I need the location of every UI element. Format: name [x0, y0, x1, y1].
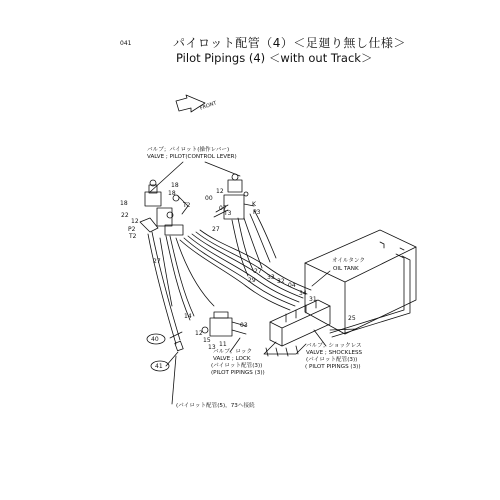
callout-22: 22 — [121, 212, 129, 219]
callout-31: 31 — [309, 296, 317, 303]
callout-18: 18 — [168, 190, 176, 197]
callout-27: 27 — [153, 258, 161, 265]
shockless-valve-label-1: バルブ；ショックレス — [306, 343, 362, 349]
callout-t3: T3 — [224, 210, 232, 217]
callout-12: 12 — [216, 188, 224, 195]
page-title-english: Pilot Pipings (4) ＜with out Track＞ — [176, 51, 373, 65]
callout-27: 27 — [254, 268, 262, 275]
callout-11: 11 — [219, 341, 227, 348]
right-pilot-valve — [214, 174, 254, 219]
callout-18: 18 — [171, 182, 179, 189]
left-pilot-valve — [140, 180, 191, 235]
callout-32: 32 — [277, 278, 285, 285]
oil-tank-label-ja: オイルタンク — [332, 258, 365, 264]
leader-line — [312, 271, 330, 286]
callout-27: 27 — [212, 226, 220, 233]
callout-29: 29 — [248, 277, 256, 284]
callout-13: 13 — [208, 344, 216, 351]
callout-18: 18 — [120, 200, 128, 207]
lock-valve-label-2: VALVE ; LOCK — [213, 356, 251, 362]
callout-40: 40 — [151, 336, 159, 343]
shockless-valve-label-4: ( PILOT PIPINGS (3)) — [305, 364, 361, 370]
callout-p3: P3 — [253, 209, 261, 216]
callout-41: 41 — [155, 363, 163, 370]
lock-valve-label-4: (PILOT PIPINGS (3)) — [211, 370, 265, 376]
callout-p2: P2 — [128, 226, 136, 233]
shockless-valve-label-2: VALVE ; SHOCKLESS — [306, 350, 363, 356]
control-valve-label-ja: バルブ；パイロット(操作レバー) — [147, 147, 230, 153]
callout-33: 33 — [267, 274, 275, 281]
shockless-valve-label-3: (パイロット配管(3)) — [306, 357, 358, 363]
callout-03: 03 — [240, 322, 248, 329]
callout-00: 00 — [205, 195, 213, 202]
oil-tank-label-en: OIL TANK — [333, 266, 359, 272]
page-number: 041 — [120, 40, 132, 47]
callout-04: 04 — [288, 282, 296, 289]
callout-t2: T2 — [129, 233, 137, 240]
callout-25: 25 — [348, 315, 356, 322]
hose-lower-left — [152, 232, 180, 340]
bottom-connection-note: (パイロット配管(5)，73へ接続 — [176, 403, 255, 409]
callout-12: 12 — [131, 218, 139, 225]
lock-valve-label-1: バルブ；ロック — [213, 349, 253, 355]
front-marker-label: FRONT — [199, 100, 218, 112]
lock-valve-label-3: (パイロット配管(3)) — [211, 363, 263, 369]
hose-fitting — [175, 341, 183, 351]
callout-14: 14 — [184, 313, 192, 320]
leader-line — [170, 332, 182, 338]
page-title-japanese: パイロット配管（4）＜足廻り無し仕様＞ — [173, 36, 406, 50]
callout-12: 12 — [195, 330, 203, 337]
leader-line — [172, 356, 176, 404]
callout-07: 07 — [219, 205, 227, 212]
callout-k: K — [252, 201, 256, 208]
callout-t2: T2 — [183, 202, 191, 209]
callout-34: 34 — [299, 290, 307, 297]
oil-tank — [305, 230, 416, 334]
control-valve-label-en: VALVE ; PILOT(CONTROL LEVER) — [147, 154, 237, 160]
callout-15: 15 — [203, 337, 211, 344]
